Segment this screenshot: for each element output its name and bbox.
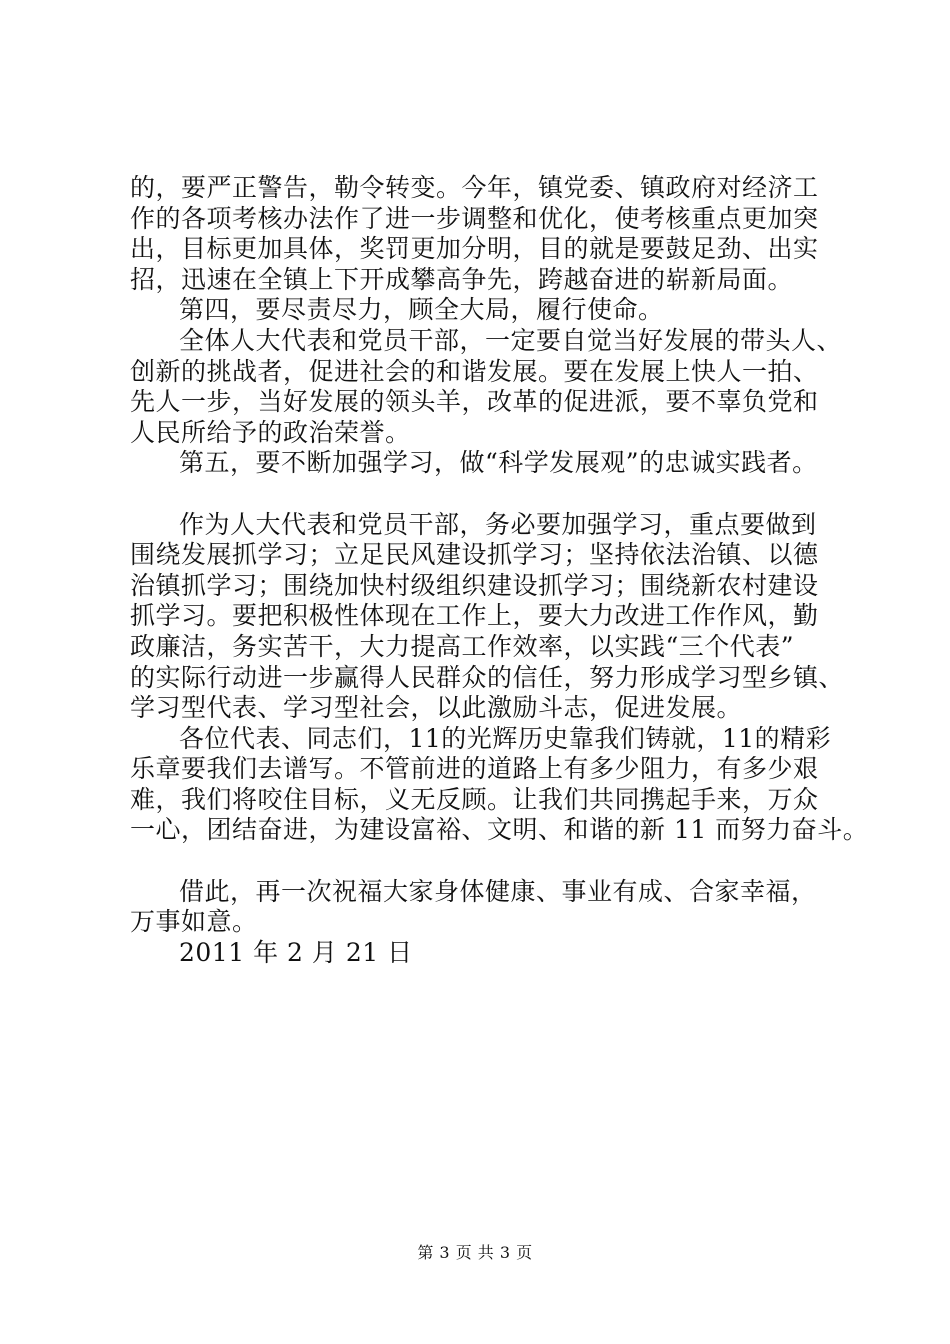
text-line: 抓学习。要把积极性体现在工作上，要大力改进工作作风，勤 xyxy=(130,601,819,631)
closing-line: 万事如意。 xyxy=(130,907,258,937)
text-line: 作为人大代表和党员干部，务必要加强学习，重点要做到 xyxy=(179,509,817,539)
text-line: 一心，团结奋进，为建设富裕、文明、和谐的新 11 而努力奋斗。 xyxy=(130,815,869,845)
text-line: 全体人大代表和党员干部，一定要自觉当好发展的带头人、 xyxy=(179,325,843,355)
text-line: 政廉洁，务实苦干，大力提高工作效率，以实践“三个代表” xyxy=(130,631,795,661)
closing-line: 借此，再一次祝福大家身体健康、事业有成、合家幸福， xyxy=(179,876,817,906)
text-line: 招，迅速在全镇上下开成攀高争先，跨越奋进的崭新局面。 xyxy=(130,264,794,294)
paragraph-gap xyxy=(130,479,850,510)
text-line: 的，要严正警告，勒令转变。今年，镇党委、镇政府对经济工 xyxy=(130,173,819,202)
text-line: 作的各项考核办法作了进一步调整和优化，使考核重点更加突 xyxy=(130,203,819,233)
text-line: 学习型代表、学习型社会，以此激励斗志，促进发展。 xyxy=(130,693,743,723)
text-line: 治镇抓学习；围绕加快村级组织建设抓学习；围绕新农村建设 xyxy=(130,570,819,600)
section-heading-4: 第四，要尽责尽力，顾全大局，履行使命。 xyxy=(179,295,664,325)
text-line: 乐章要我们去谱写。不管前进的道路上有多少阻力，有多少艰 xyxy=(130,754,819,784)
text-line: 先人一步，当好发展的领头羊，改革的促进派，要不辜负党和 xyxy=(130,387,819,417)
text-line: 创新的挑战者，促进社会的和谐发展。要在发展上快人一拍、 xyxy=(130,356,819,386)
page-footer: 第 3 页 共 3 页 xyxy=(417,1243,533,1262)
text-line: 各位代表、同志们，11的光辉历史靠我们铸就，11的精彩 xyxy=(179,723,832,753)
text-line: 出，目标更加具体，奖罚更加分明，目的就是要鼓足劲、出实 xyxy=(130,234,819,264)
text-line: 难，我们将咬住目标，义无反顾。让我们共同携起手来，万众 xyxy=(130,784,819,814)
document-body xyxy=(130,173,869,968)
section-heading-5: 第五，要不断加强学习，做“科学发展观”的忠诚实践者。 xyxy=(179,448,818,478)
text-line: 围绕发展抓学习；立足民风建设抓学习；坚持依法治镇、以德 xyxy=(130,540,819,570)
document-date: 2011 年 2 月 21 日 xyxy=(179,937,413,967)
paragraph-gap xyxy=(130,846,850,877)
text-line: 人民所给予的政治荣誉。 xyxy=(130,417,411,447)
text-line: 的实际行动进一步赢得人民群众的信任，努力形成学习型乡镇、 xyxy=(130,662,845,692)
